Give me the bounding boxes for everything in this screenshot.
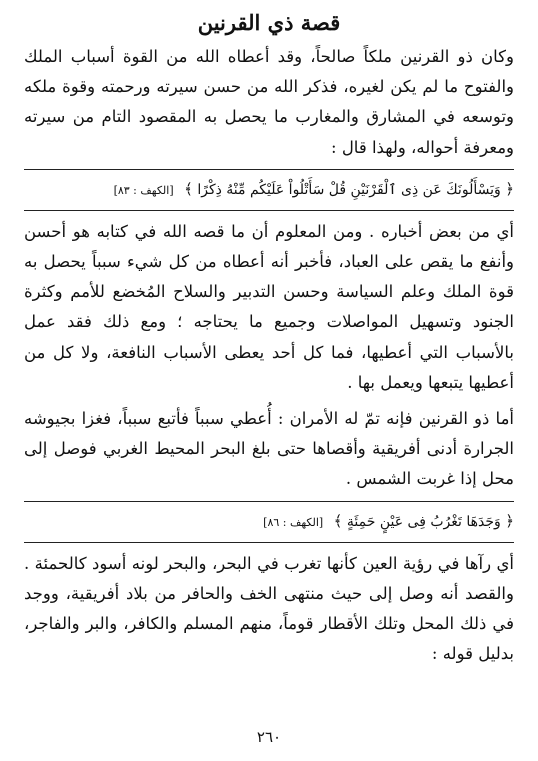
- verse-text: وَجَدَهَا تَغْرُبُ فِى عَيْنٍ حَمِئَةٍ: [346, 513, 501, 530]
- verse-open-bracket: ﴿: [505, 511, 514, 530]
- verse-divider-top-1: [24, 169, 514, 170]
- verse-open-bracket: ﴿: [505, 179, 514, 198]
- verse-reference: [الكهف : ٨٦]: [263, 515, 324, 529]
- page-number: ٢٦٠: [256, 728, 282, 746]
- verse-divider-bottom-1: [24, 210, 514, 211]
- paragraph-2: أي من بعض أخباره . ومن المعلوم أن ما قصه الله في كتابه هو أحسن وأنفع ما يقص على العباد، فأخبر أنه أعطاه من كل شيء سبباً يحصل به قوة الملك وعلم السياسة وحسن التدبير والسلاح المُخضع للأمم وكثرة الجنود وتسهيل المواصلات وجميع ما يحتاجه ؛ ومع ذلك فقد عمل بالأسباب التي أعطيها، فما كل أحد يعطى الأسباب النافعة، ولا كل من أعطيها يتبعها ويعمل بها .: [24, 221, 514, 392]
- verse-divider-bottom-2: [24, 542, 514, 543]
- paragraph-1: وكان ذو القرنين ملكاً صالحاً، وقد أعطاه الله من القوة أسباب الملك والفتوح ما لم يكن لغيره، فذكر الله من حسن سيرته ورحمته وقوة ملكه وتوسعه في المشارق والمغارب ما يحصل به المقصود التام من سيرته ومعرفة أحواله، ولهذا قال :: [24, 47, 514, 157]
- verse-close-bracket: ﴾: [333, 511, 343, 530]
- quran-verse-1: [24, 176, 514, 204]
- paragraph-3: أما ذو القرنين فإنه تمّ له الأمران : أُعطي سبباً فأتبع سبباً، فغزا بجيوشه الجرارة أدنى أفريقية وأقصاها حتى بلغ البحر المحيط الغربي فوصل إلى محل إذا غربت الشمس .: [24, 409, 514, 489]
- verse-text: وَيَسْأَلُونَكَ عَن ذِى ٱلْقَرْنَيْنِ قُلْ سَأَتْلُواْ عَلَيْكُم مِّنْهُ ذِكْرًا: [197, 181, 501, 198]
- paragraph-4: أي رآها في رؤية العين كأنها تغرب في البحر، والبحر لونه أسود كالحمئة . والقصد أنه وصل إلى حيث منتهى الخف والحافر من بلاد أفريقية، ووجد في ذلك المحل وتلك الأقطار قوماً، منهم المسلم والكافر، والبر والفاجر، بدليل قوله :: [24, 553, 514, 664]
- chapter-title: قصة ذي القرنين: [197, 10, 341, 35]
- verse-reference: [الكهف : ٨٣]: [113, 183, 174, 197]
- verse-close-bracket: ﴾: [184, 179, 193, 198]
- quran-verse-2: [24, 508, 514, 536]
- verse-divider-top-2: [24, 501, 514, 502]
